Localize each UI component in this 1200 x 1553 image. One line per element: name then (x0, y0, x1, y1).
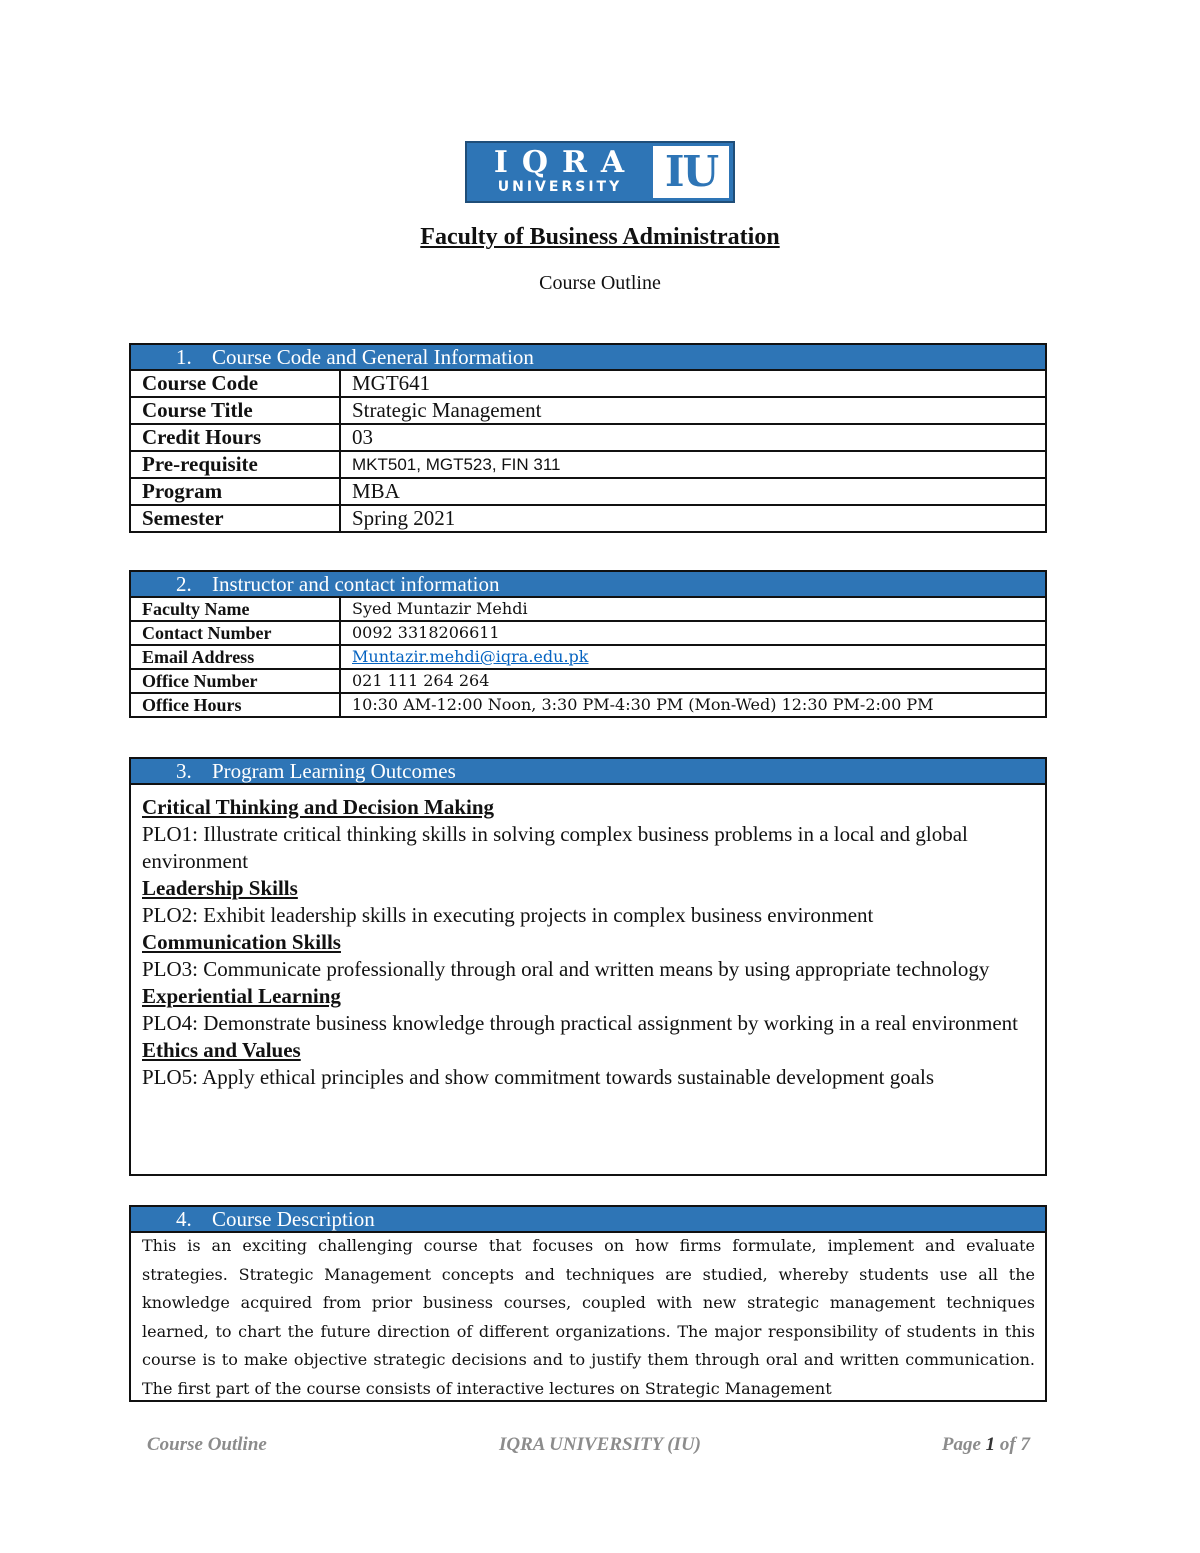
table-row (130, 505, 1046, 532)
row-label: Office Hours (130, 693, 340, 717)
table-row (130, 370, 1046, 397)
row-value: MGT641 (340, 370, 1046, 397)
table-row (130, 693, 1046, 717)
logo-line1: IQRA (493, 145, 639, 180)
section1-number: 1. (176, 345, 192, 369)
row-value: MKT501, MGT523, FIN 311 (340, 451, 1046, 478)
table-row (130, 597, 1046, 621)
table-row (130, 451, 1046, 478)
plo-text: PLO5: Apply ethical principles and show commitment towards sustainable development goals (142, 1065, 935, 1089)
document-subtitle: Course Outline (539, 272, 661, 294)
table-row (130, 397, 1046, 424)
section4-title: Course Description (212, 1207, 375, 1231)
logo-line2: UNIVERSITY (497, 179, 623, 195)
section4-number: 4. (176, 1207, 192, 1231)
row-value: Strategic Management (340, 397, 1046, 424)
email-cell (340, 645, 1046, 669)
plo-text: PLO4: Demonstrate business knowledge through practical assignment by working in a real environment (142, 1011, 1018, 1035)
footer-page-prefix: Page (941, 1434, 986, 1455)
row-label: Email Address (130, 645, 340, 669)
section1-header (129, 343, 1047, 371)
row-value: Syed Muntazir Mehdi (340, 597, 1046, 621)
footer-page-suffix: of 7 (995, 1434, 1030, 1455)
faculty-title: Faculty of Business Administration (420, 224, 780, 250)
plo-heading: Critical Thinking and Decision Making (142, 795, 495, 819)
row-value: 10:30 AM-12:00 Noon, 3:30 PM-4:30 PM (Mon-Wed) 12:30 PM-2:00 PM (340, 693, 1046, 717)
plo-heading: Experiential Learning (142, 984, 341, 1008)
row-value: 021 111 264 264 (340, 669, 1046, 693)
plo-text: PLO2: Exhibit leadership skills in executing projects in complex business environment (142, 903, 874, 927)
course-description-text: This is an exciting challenging course that focuses on how firms formulate, implement and evaluate strategies. Strategic Management concepts and techniques are studied, whereby students use all the knowledge acquired from prior business courses, coupled with new strategic management techniques learned, to chart the future direction of different organizations. The major responsibility of students in this course is to make objective strategic decisions and to justify them through oral and written communication. The first part of the course consists of interactive lectures on Strategic Management (142, 1236, 1035, 1398)
row-value: MBA (340, 478, 1046, 505)
table-row (130, 478, 1046, 505)
table-row (130, 621, 1046, 645)
section2-number: 2. (176, 572, 192, 596)
logo-mark: IU (653, 146, 729, 198)
row-label: Contact Number (130, 621, 340, 645)
row-value: 0092 3318206611 (340, 621, 1046, 645)
row-label: Faculty Name (130, 597, 340, 621)
footer-page-number: 1 (985, 1434, 996, 1455)
course-description-box (129, 1232, 1047, 1402)
section1-title: Course Code and General Information (212, 345, 534, 369)
row-label: Course Title (130, 397, 340, 424)
instructor-table (129, 596, 1047, 718)
footer-page (942, 1434, 1030, 1456)
section2-header (129, 570, 1047, 598)
section3-title: Program Learning Outcomes (212, 759, 456, 783)
section3-number: 3. (176, 759, 192, 783)
row-label: Semester (130, 505, 340, 532)
row-label: Credit Hours (130, 424, 340, 451)
table-row (130, 669, 1046, 693)
course-info-table (129, 369, 1047, 533)
section3-header (129, 757, 1047, 785)
plo-text: PLO3: Communicate professionally through oral and written means by using appropriate technology (142, 957, 990, 981)
row-value: Spring 2021 (340, 505, 1046, 532)
plo-heading: Ethics and Values (142, 1038, 301, 1062)
plo-heading: Leadership Skills (142, 876, 298, 900)
plo-box (129, 784, 1047, 1176)
row-label: Program (130, 478, 340, 505)
email-link[interactable]: Muntazir.mehdi@iqra.edu.pk (352, 647, 589, 666)
row-label: Office Number (130, 669, 340, 693)
logo-wordmark (467, 145, 653, 196)
row-label: Course Code (130, 370, 340, 397)
university-logo (465, 141, 735, 203)
section2-title: Instructor and contact information (212, 572, 500, 596)
row-label: Pre-requisite (130, 451, 340, 478)
row-value: 03 (340, 424, 1046, 451)
footer-center: IQRA UNIVERSITY (IU) (498, 1434, 701, 1455)
table-row (130, 424, 1046, 451)
plo-text: PLO1: Illustrate critical thinking skills in solving complex business problems in a local and global environment (142, 822, 968, 873)
section4-header (129, 1205, 1047, 1233)
table-row (130, 645, 1046, 669)
plo-heading: Communication Skills (142, 930, 341, 954)
footer-left: Course Outline (147, 1434, 267, 1455)
